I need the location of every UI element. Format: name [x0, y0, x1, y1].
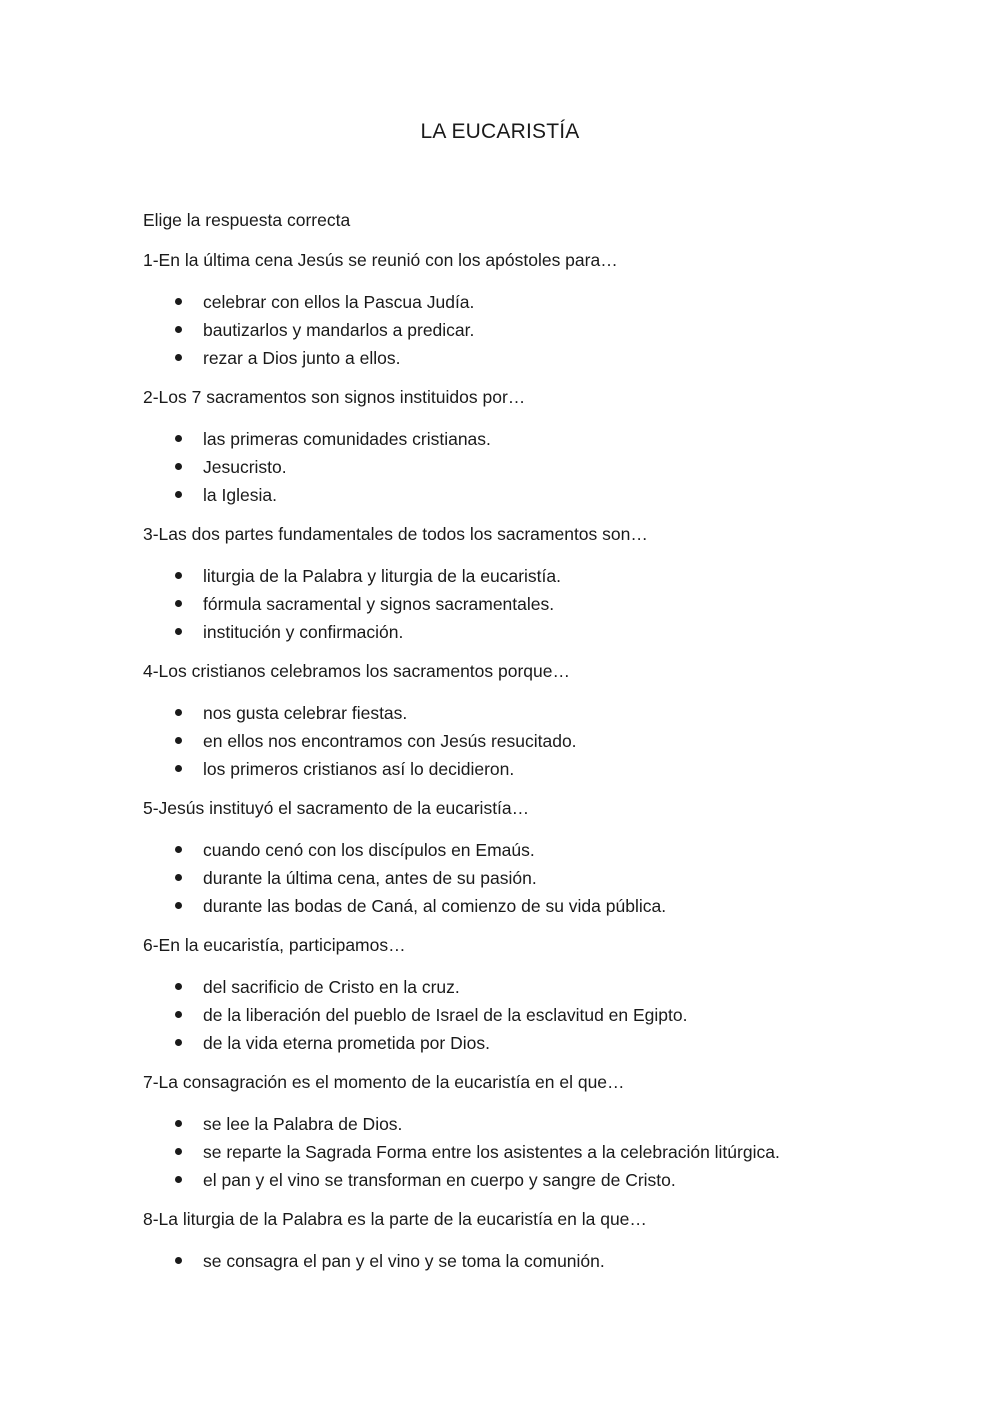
bullet-icon: [175, 435, 182, 442]
answer-option: [143, 864, 863, 892]
bullet-icon: [175, 765, 182, 772]
answer-option-text: de la vida eterna prometida por Dios.: [203, 1033, 490, 1053]
answer-option-text: Jesucristo.: [203, 457, 287, 477]
answer-option: [143, 288, 863, 316]
answer-option-text: los primeros cristianos así lo decidieron.: [203, 759, 515, 779]
question-8: [143, 1207, 863, 1275]
answer-option: [143, 344, 863, 372]
answer-option: [143, 1001, 863, 1029]
question-4: [143, 659, 863, 783]
answer-option: [143, 1247, 863, 1275]
bullet-icon: [175, 1120, 182, 1127]
question-3: [143, 522, 863, 646]
option-list: [143, 425, 863, 509]
answer-option: [143, 892, 863, 920]
bullet-icon: [175, 354, 182, 361]
worksheet-content: [143, 208, 863, 1288]
answer-option: [143, 481, 863, 509]
bullet-icon: [175, 737, 182, 744]
bullet-icon: [175, 463, 182, 470]
answer-option-text: se reparte la Sagrada Forma entre los asistentes a la celebración litúrgica.: [203, 1142, 780, 1162]
answer-option: [143, 755, 863, 783]
answer-option-text: se lee la Palabra de Dios.: [203, 1114, 403, 1134]
answer-option-text: la Iglesia.: [203, 485, 277, 505]
bullet-icon: [175, 1011, 182, 1018]
question-list: [143, 248, 863, 1275]
answer-option: [143, 618, 863, 646]
question-text: 8-La liturgia de la Palabra es la parte de la eucaristía en la que…: [143, 1209, 647, 1229]
bullet-icon: [175, 600, 182, 607]
answer-option-text: bautizarlos y mandarlos a predicar.: [203, 320, 475, 340]
question-text: 7-La consagración es el momento de la eucaristía en el que…: [143, 1072, 625, 1092]
instruction-text: Elige la respuesta correcta: [143, 210, 351, 230]
option-list: [143, 699, 863, 783]
bullet-icon: [175, 326, 182, 333]
answer-option: [143, 425, 863, 453]
answer-option: [143, 973, 863, 1001]
answer-option-text: en ellos nos encontramos con Jesús resucitado.: [203, 731, 577, 751]
answer-option-text: nos gusta celebrar fiestas.: [203, 703, 408, 723]
answer-option: [143, 1029, 863, 1057]
question-text: 3-Las dos partes fundamentales de todos los sacramentos son…: [143, 524, 648, 544]
option-list: [143, 836, 863, 920]
bullet-icon: [175, 1148, 182, 1155]
answer-option-text: durante la última cena, antes de su pasión.: [203, 868, 537, 888]
answer-option: [143, 453, 863, 481]
answer-option-text: celebrar con ellos la Pascua Judía.: [203, 292, 475, 312]
bullet-icon: [175, 902, 182, 909]
page-title: LA EUCARISTÍA: [420, 120, 580, 143]
answer-option-text: rezar a Dios junto a ellos.: [203, 348, 401, 368]
option-list: [143, 1247, 863, 1275]
answer-option-text: durante las bodas de Caná, al comienzo de su vida pública.: [203, 896, 667, 916]
option-list: [143, 973, 863, 1057]
answer-option: [143, 836, 863, 864]
question-5: [143, 796, 863, 920]
question-text: 1-En la última cena Jesús se reunió con los apóstoles para…: [143, 250, 618, 270]
answer-option-text: institución y confirmación.: [203, 622, 404, 642]
question-1: [143, 248, 863, 372]
answer-option-text: se consagra el pan y el vino y se toma la comunión.: [203, 1251, 605, 1271]
question-text: 4-Los cristianos celebramos los sacramentos porque…: [143, 661, 570, 681]
answer-option-text: liturgia de la Palabra y liturgia de la eucaristía.: [203, 566, 561, 586]
question-2: [143, 385, 863, 509]
question-7: [143, 1070, 863, 1194]
bullet-icon: [175, 298, 182, 305]
answer-option-text: cuando cenó con los discípulos en Emaús.: [203, 840, 535, 860]
bullet-icon: [175, 1176, 182, 1183]
bullet-icon: [175, 1257, 182, 1264]
question-6: [143, 933, 863, 1057]
question-text: 2-Los 7 sacramentos son signos instituidos por…: [143, 387, 526, 407]
bullet-icon: [175, 628, 182, 635]
bullet-icon: [175, 1039, 182, 1046]
answer-option-text: el pan y el vino se transforman en cuerpo y sangre de Cristo.: [203, 1170, 676, 1190]
bullet-icon: [175, 874, 182, 881]
answer-option: [143, 699, 863, 727]
option-list: [143, 1110, 863, 1194]
answer-option: [143, 590, 863, 618]
answer-option: [143, 562, 863, 590]
question-text: 6-En la eucaristía, participamos…: [143, 935, 406, 955]
option-list: [143, 562, 863, 646]
answer-option-text: de la liberación del pueblo de Israel de la esclavitud en Egipto.: [203, 1005, 688, 1025]
answer-option: [143, 316, 863, 344]
answer-option: [143, 1138, 863, 1166]
answer-option: [143, 727, 863, 755]
answer-option-text: del sacrificio de Cristo en la cruz.: [203, 977, 460, 997]
bullet-icon: [175, 491, 182, 498]
bullet-icon: [175, 709, 182, 716]
question-text: 5-Jesús instituyó el sacramento de la eucaristía…: [143, 798, 530, 818]
bullet-icon: [175, 983, 182, 990]
bullet-icon: [175, 846, 182, 853]
option-list: [143, 288, 863, 372]
answer-option: [143, 1110, 863, 1138]
answer-option: [143, 1166, 863, 1194]
bullet-icon: [175, 572, 182, 579]
answer-option-text: las primeras comunidades cristianas.: [203, 429, 491, 449]
answer-option-text: fórmula sacramental y signos sacramentales.: [203, 594, 555, 614]
